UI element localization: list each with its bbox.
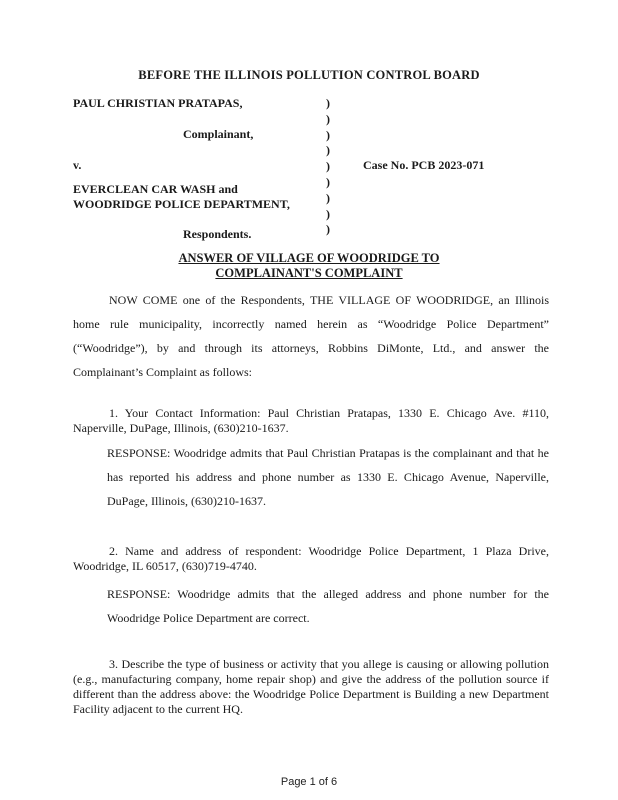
respondent-line-2: WOODRIDGE POLICE DEPARTMENT,	[73, 197, 290, 211]
paren: )	[326, 174, 330, 189]
complainant-name: PAUL CHRISTIAN PRATAPAS,	[73, 96, 243, 110]
paren: )	[326, 222, 330, 237]
paren: )	[326, 96, 330, 110]
item-2-response: RESPONSE: Woodridge admits that the alleged address and phone number for the Woodridge Police Department are correct.	[107, 587, 549, 625]
paren: )	[326, 190, 330, 205]
caption-parentheses	[326, 96, 330, 238]
page-footer: Page 1 of 6	[280, 776, 338, 788]
heading-line-2: COMPLAINANT'S COMPLAINT	[215, 266, 403, 280]
complainant-role: Complainant,	[183, 127, 254, 141]
paren: )	[326, 143, 330, 158]
paren: )	[326, 206, 330, 221]
paren: )	[326, 127, 330, 142]
heading-line-1: ANSWER OF VILLAGE OF WOODRIDGE TO	[178, 251, 440, 265]
case-number: Case No. PCB 2023-071	[363, 158, 485, 172]
item-3-text: 3. Describe the type of business or activity that you allege is causing or allowing pollution (e.g., manufacturing company, home repair shop) and give the address of the pollution source if different than the address above: the Woodridge Police Department is Building a new Department Facility adjacent to the current HQ.	[73, 657, 549, 716]
item-2-text: 2. Name and address of respondent: Woodridge Police Department, 1 Plaza Drive, Woodridge, IL 60517, (630)719-4740.	[73, 544, 549, 573]
item-1-text: 1. Your Contact Information: Paul Christian Pratapas, 1330 E. Chicago Ave. #110, Naperville, DuPage, Illinois, (630)210-1637.	[73, 406, 549, 435]
respondent-line-1: EVERCLEAN CAR WASH and	[73, 182, 238, 196]
versus-label: v.	[73, 158, 82, 172]
board-title: BEFORE THE ILLINOIS POLLUTION CONTROL BOARD	[138, 68, 480, 82]
paren: )	[326, 159, 330, 174]
item-1-response: RESPONSE: Woodridge admits that Paul Christian Pratapas is the complainant and that he has reported his address and phone number as 1330 E. Chicago Avenue, Naperville, DuPage, Illinois, (630)210-1637.	[107, 446, 549, 508]
paren: )	[326, 111, 330, 126]
respondent-role: Respondents.	[183, 227, 252, 241]
intro-paragraph: NOW COME one of the Respondents, THE VILLAGE OF WOODRIDGE, an Illinois home rule municipality, incorrectly named herein as “Woodridge Police Department” (“Woodridge”), by and through its attorneys, Robbins DiMonte, Ltd., and answer the Complainant’s Complaint as follows:	[73, 293, 549, 379]
